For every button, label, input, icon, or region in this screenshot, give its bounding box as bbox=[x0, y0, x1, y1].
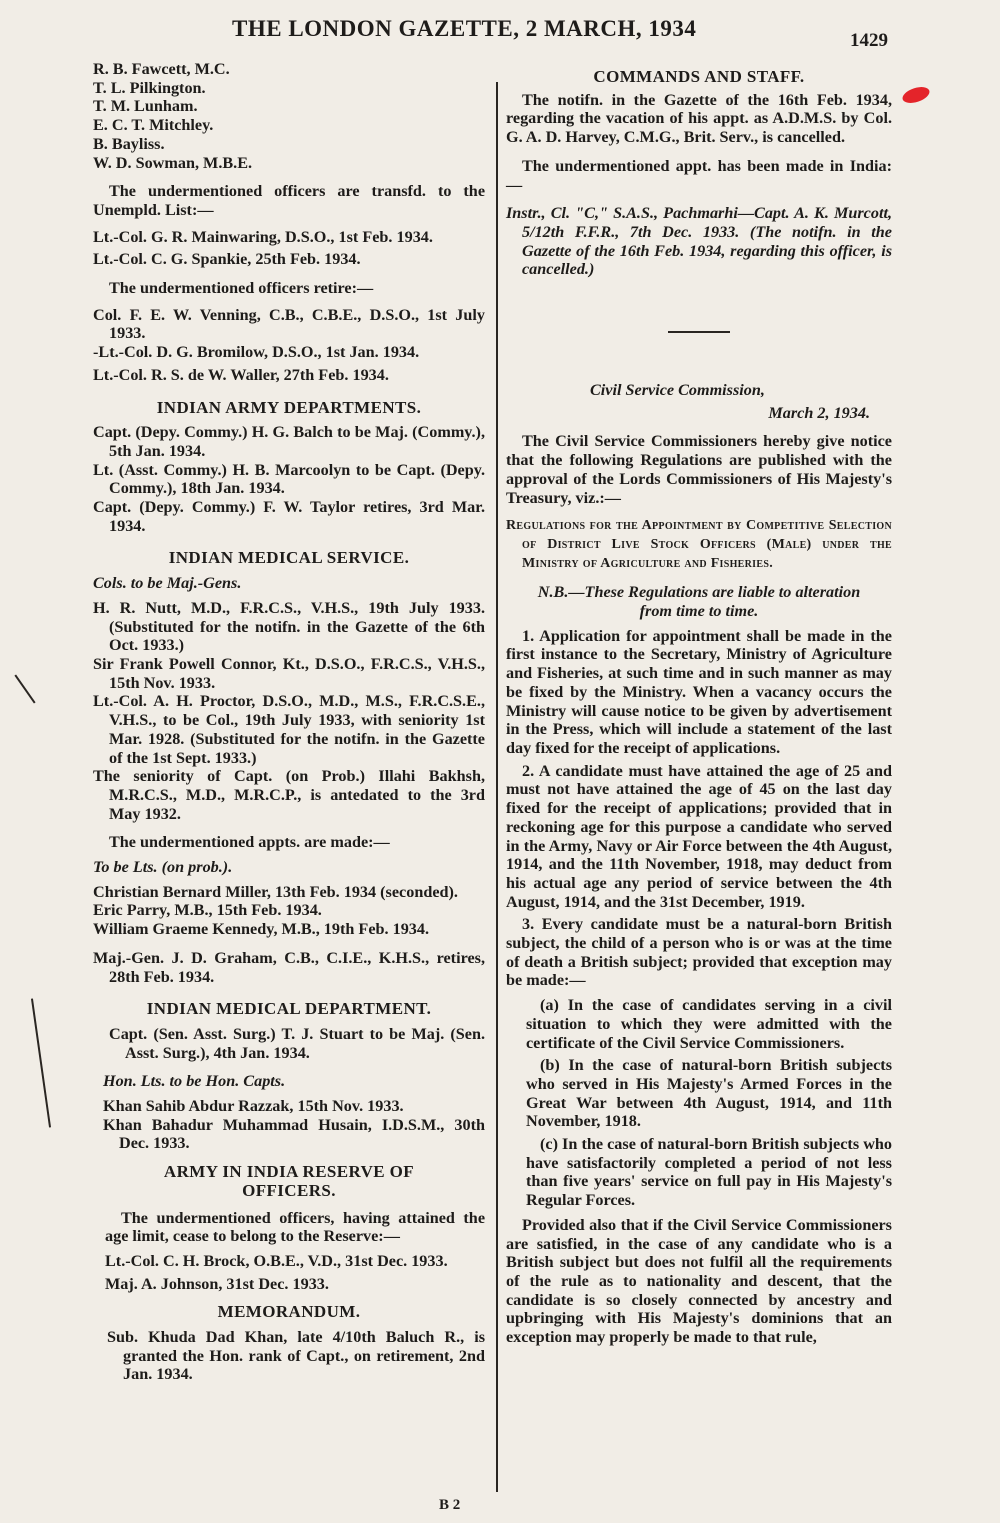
section-heading: MEMORANDUM. bbox=[217, 1302, 361, 1322]
left-column bbox=[93, 60, 485, 1384]
ims-item: Lt.-Col. A. H. Proctor, D.S.O., M.D., M.S., F.R.C.S.E., V.H.S., to be Col., 19th July 1933, with seniority 1st Mar. 1928. (Substituted for the notifn. in the Gazette of the 1st Sept. 1933.) bbox=[93, 692, 485, 767]
stray-mark bbox=[31, 998, 51, 1127]
section-divider bbox=[668, 331, 730, 333]
regulation-paragraph: 3. Every candidate must be a natural-born British subject, the child of a person who is or was at the time of death a British subject; provided that exception may be made:— bbox=[506, 915, 892, 990]
regulation-paragraph: 1. Application for appointment shall be made in the first instance to the Secretary, Ministry of Agriculture and Fisheries, at such time and in such manner as may be fixed by the Ministry. When a vacancy occurs the Ministry will cause notice to be given by advertisement in the Press, which will include a statement of the last day fixed for the receipt of applications. bbox=[506, 626, 892, 757]
subheading: Cols. to be Maj.-Gens. bbox=[93, 574, 242, 593]
appt-item: William Graeme Kennedy, M.B., 19th Feb. 1934. bbox=[93, 920, 430, 939]
reserve-item: Maj. A. Johnson, 31st Dec. 1933. bbox=[105, 1274, 329, 1293]
name-line: T. L. Pilkington. bbox=[93, 78, 206, 97]
exception-item: (b) In the case of natural-born British subjects who served in His Majesty's Armed Forces in the Great War between 4th August, 1914, and 11th November, 1918. bbox=[526, 1056, 892, 1131]
subheading: To be Lts. (on prob.). bbox=[93, 858, 233, 877]
csc-title: Civil Service Commission, bbox=[590, 381, 765, 400]
section-heading: INDIAN MEDICAL DEPARTMENT. bbox=[146, 999, 432, 1019]
transfer-item: Lt.-Col. C. G. Spankie, 25th Feb. 1934. bbox=[93, 250, 361, 269]
csc-notice: The Civil Service Commissioners hereby give notice that the following Regulations are published with the approval of the Lords Commissioners of His Majesty's Treasury, viz.:— bbox=[506, 432, 892, 507]
retire-item: -Lt.-Col. D. G. Bromilow, D.S.O., 1st Jan. 1934. bbox=[93, 343, 420, 362]
transfer-item: Lt.-Col. G. R. Mainwaring, D.S.O., 1st Feb. 1934. bbox=[93, 227, 433, 246]
name-line: B. Bayliss. bbox=[93, 134, 165, 153]
regulation-paragraph: 2. A candidate must have attained the age of 25 and must not have attained the age of 45 on the last day fixed for the receipt of applications; provided that in reckoning age for this purpose a candidate who served in the Army, Navy or Air Force between the 4th August, 1914, and the 11th November, 1918, may deduct from his actual age any period of service between the 4th August, 1914, and the 31st December, 1919. bbox=[506, 761, 892, 911]
exception-item: (a) In the case of candidates serving in a civil situation to which they were admitted with the certificate of the Civil Service Commissioners. bbox=[526, 996, 892, 1052]
name-line: W. D. Sowman, M.B.E. bbox=[93, 153, 253, 172]
section-heading: INDIAN MEDICAL SERVICE. bbox=[168, 548, 410, 568]
reserve-item: Lt.-Col. C. H. Brock, O.B.E., V.D., 31st Dec. 1933. bbox=[105, 1251, 448, 1270]
cs-paragraph: The notifn. in the Gazette of the 16th Feb. 1934, regarding the vacation of his appt. as A.D.M.S. by Col. G. A. D. Harvey, C.M.G., Brit. Serv., is cancelled. bbox=[506, 90, 892, 147]
section-heading: ARMY IN INDIA RESERVE OF OFFICERS. bbox=[163, 1162, 415, 1200]
hon-item: Khan Sahib Abdur Razzak, 15th Nov. 1933. bbox=[103, 1097, 404, 1116]
retire-item: Lt.-Col. R. S. de W. Waller, 27th Feb. 1934. bbox=[93, 365, 389, 384]
csc-date: March 2, 1934. bbox=[768, 403, 870, 422]
name-line: R. B. Fawcett, M.C. bbox=[93, 60, 230, 78]
reserve-intro: The undermentioned officers, having attained the age limit, cease to belong to the Reserve:— bbox=[105, 1208, 485, 1246]
iad-item: Capt. (Depy. Commy.) F. W. Taylor retires, 3rd Mar. 1934. bbox=[93, 498, 485, 535]
transfer-intro: The undermentioned officers are transfd. to the Unempld. List:— bbox=[93, 182, 485, 219]
ims-item: The seniority of Capt. (on Prob.) Illahi Bakhsh, M.R.C.S., M.D., M.R.C.P., is antedated to the 3rd May 1932. bbox=[93, 767, 485, 823]
ims-item: H. R. Nutt, M.D., F.R.C.S., V.H.S., 19th July 1933. (Substituted for the notifn. in the Gazette of the 6th Oct. 1933.) bbox=[93, 598, 485, 655]
proviso-paragraph: Provided also that if the Civil Service Commissioners are satisfied, in the case of any candidate who is a British subject but does not fulfil all the requirements of the rule as to nationality and descent, that the candidate is so closely connected by ancestry and upbringing with His Majesty's dominions that an exception may properly be made to that rule, bbox=[506, 1215, 892, 1347]
memo-item: Sub. Khuda Dad Khan, late 4/10th Baluch R., is granted the Hon. rank of Capt., on retirement, 2nd Jan. 1934. bbox=[107, 1328, 485, 1384]
name-line: T. M. Lunham. bbox=[93, 97, 198, 116]
exception-item: (c) In the case of natural-born British subjects who have satisfactorily completed a period of not less than five years' service on full pay in His Majesty's Regular Forces. bbox=[526, 1135, 892, 1210]
imd-item: Capt. (Sen. Asst. Surg.) T. J. Stuart to be Maj. (Sen. Asst. Surg.), 4th Jan. 1934. bbox=[109, 1024, 485, 1062]
stray-mark bbox=[14, 675, 35, 704]
retire-item: Col. F. E. W. Venning, C.B., C.B.E., D.S.O., 1st July 1933. bbox=[93, 305, 485, 343]
cs-paragraph: The undermentioned appt. has been made in India:— bbox=[506, 156, 892, 194]
page-number: 1429 bbox=[850, 30, 888, 51]
red-ink-mark bbox=[901, 84, 932, 106]
section-heading: COMMANDS AND STAFF. bbox=[593, 67, 805, 86]
iad-item: Lt. (Asst. Commy.) H. B. Marcoolyn to be Capt. (Depy. Commy.), 18th Jan. 1934. bbox=[93, 460, 485, 498]
appt-item: Christian Bernard Miller, 13th Feb. 1934 (seconded). bbox=[93, 882, 458, 901]
section-heading: INDIAN ARMY DEPARTMENTS. bbox=[156, 397, 422, 417]
hon-item: Khan Bahadur Muhammad Husain, I.D.S.M., 30th Dec. 1933. bbox=[103, 1115, 485, 1153]
signature-mark: B 2 bbox=[439, 1497, 461, 1513]
graham-item: Maj.-Gen. J. D. Graham, C.B., C.I.E., K.H.S., retires, 28th Feb. 1934. bbox=[93, 948, 485, 986]
name-line: E. C. T. Mitchley. bbox=[93, 116, 214, 135]
regulations-title: Regulations for the Appointment by Competitive Selection of District Live Stock Officers (Male) under the Ministry of Agriculture and Fisheries. bbox=[506, 518, 892, 571]
gazette-title: THE LONDON GAZETTE, 2 MARCH, 1934 bbox=[232, 16, 697, 41]
ims-item: Sir Frank Powell Connor, Kt., D.S.O., F.R.C.S., V.H.S., 15th Nov. 1933. bbox=[93, 654, 485, 692]
column-rule bbox=[496, 82, 498, 1492]
appts-intro: The undermentioned appts. are made:— bbox=[109, 833, 390, 852]
iad-item: Capt. (Depy. Commy.) H. G. Balch to be Maj. (Commy.), 5th Jan. 1934. bbox=[93, 423, 485, 460]
cs-appointment: Instr., Cl. "C," S.A.S., Pachmarhi—Capt. A. K. Murcott, 5/12th F.F.R., 7th Dec. 1933. (The notifn. in the Gazette of the 16th Feb. 1934, regarding this officer, is cancelled.) bbox=[506, 204, 892, 279]
subheading: Hon. Lts. to be Hon. Capts. bbox=[103, 1072, 286, 1091]
appt-item: Eric Parry, M.B., 15th Feb. 1934. bbox=[93, 901, 322, 920]
page-header bbox=[0, 16, 1000, 56]
nb-note: N.B.—These Regulations are liable to alteration from time to time. bbox=[537, 583, 861, 621]
right-column bbox=[506, 60, 892, 1347]
retire-intro: The undermentioned officers retire:— bbox=[109, 279, 374, 298]
